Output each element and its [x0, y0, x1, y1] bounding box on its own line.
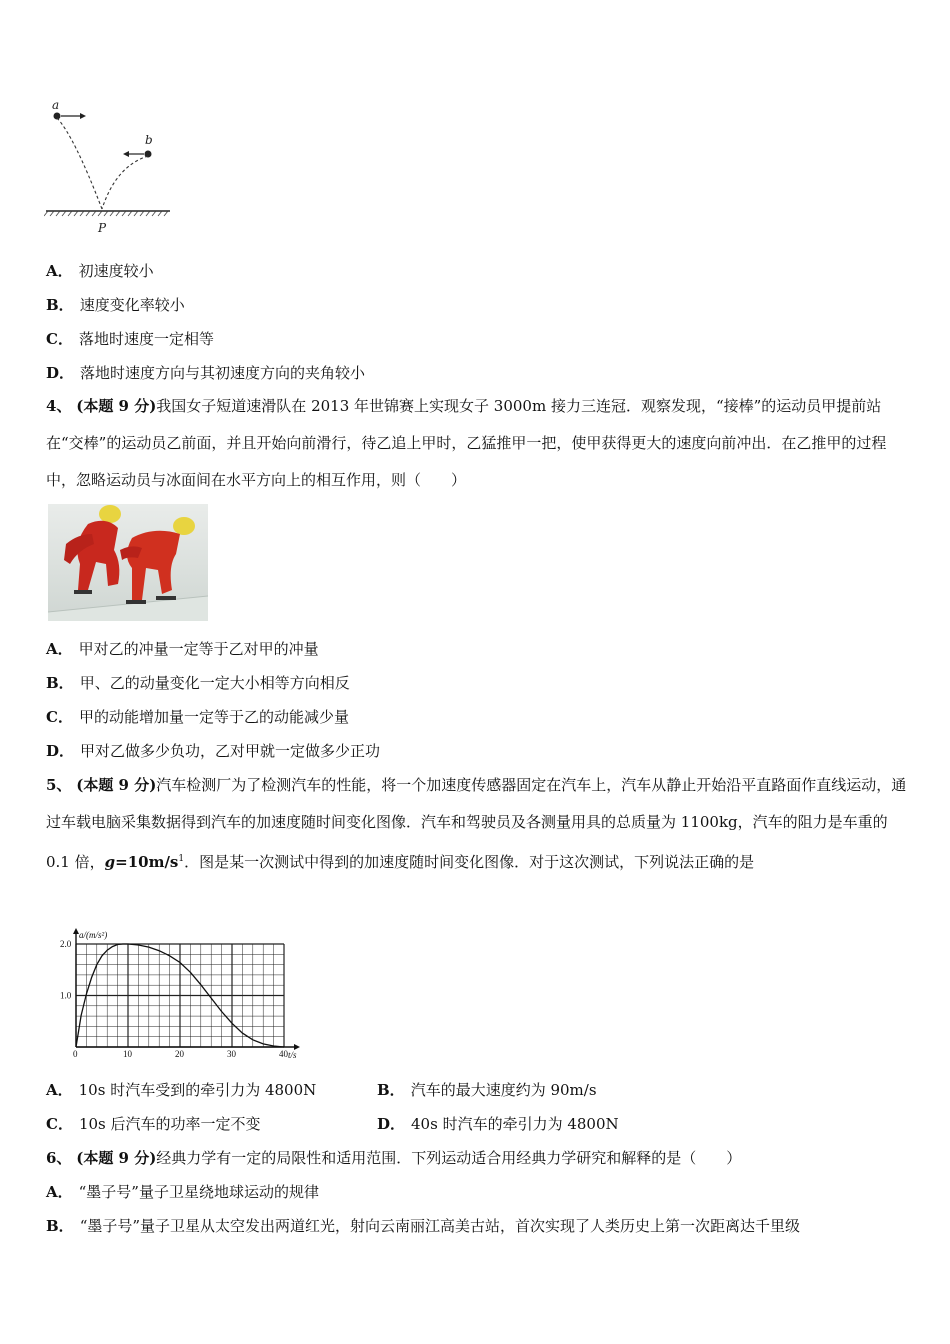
q3-option-c: C． 落地时速度一定相等: [46, 330, 214, 348]
x-tick-label: 20: [175, 1049, 184, 1059]
y-tick-label: 1.0: [60, 990, 72, 1001]
acceleration-chart: [56, 926, 312, 1062]
x-tick-label: 0: [73, 1049, 78, 1059]
x-tick-label: 40: [279, 1049, 288, 1059]
q4-option-d: D． 甲对乙做多少负功，乙对甲就一定做多少正功: [46, 742, 381, 760]
x-tick-label: 30: [227, 1049, 236, 1059]
y-axis-label: a/(m/s²): [79, 930, 108, 940]
x-tick-label: 10: [123, 1049, 132, 1059]
speed-skaters-photo: [48, 504, 208, 621]
q5-option-a: A． 10s 时汽车受到的牵引力为 4800N: [46, 1081, 317, 1099]
q3-option-d: D． 落地时速度方向与其初速度方向的夹角较小: [46, 364, 366, 382]
label-b: b: [145, 133, 153, 147]
projectile-diagram: [44, 96, 176, 238]
q3-option-b: B． 速度变化率较小: [46, 296, 185, 314]
q5-stem: 5、 (本题 9 分)汽车检测厂为了检测汽车的性能，将一个加速度传感器固定在汽车上，汽车从静止开始沿平直路面作直线运动，通过车载电脑采集数据得到汽车的加速度随时间变化图像．汽车和驾驶员及各测量用具的总质量为 1100kg，汽车的阻力是车重的 0.1 倍，$g=10m/s^1$．图是某一次测试中得到的加速度随时间变化图像．对于这次测试，下列说法正确的是: [46, 776, 907, 871]
q5-option-d: D． 40s 时汽车的牵引力为 4800N: [377, 1115, 619, 1133]
q4-stem: 4、 (本题 9 分)我国女子短道速滑队在 2013 年世锦赛上实现女子 3000m 接力三连冠．观察发现，“接棒”的运动员甲提前站在“交棒”的运动员乙前面，并且开始向前滑行，待乙追上甲时，乙猛推甲一把，使甲获得更大的速度向前冲出．在乙推甲的过程中，忽略运动员与冰面间在水平方向上的相互作用，则（ ）: [46, 397, 887, 489]
q6-option-b: B． “墨子号”量子卫星从太空发出两道红光，射向云南丽江高美古站，首次实现了人类历史上第一次距离达千里级: [46, 1217, 801, 1235]
q4-option-a: A． 甲对乙的冲量一定等于乙对甲的冲量: [46, 640, 319, 658]
y-tick-label: 2.0: [60, 939, 72, 949]
q4-option-c: C． 甲的动能增加量一定等于乙的动能减少量: [46, 708, 349, 726]
q6-option-a: A． “墨子号”量子卫星绕地球运动的规律: [46, 1183, 319, 1201]
q3-option-a: A． 初速度较小: [46, 262, 154, 280]
q5-option-c: C． 10s 后汽车的功率一定不变: [46, 1115, 261, 1133]
q4-option-b: B． 甲、乙的动量变化一定大小相等方向相反: [46, 674, 350, 692]
label-p: P: [98, 221, 107, 235]
q5-option-b: B． 汽车的最大速度约为 90m/s: [377, 1081, 597, 1099]
q6-stem: 6、 (本题 9 分)经典力学有一定的局限性和适用范围．下列运动适合用经典力学研究和解释的是（ ）: [46, 1149, 742, 1167]
x-axis-label: t/s: [288, 1050, 297, 1060]
label-a: a: [52, 98, 60, 112]
